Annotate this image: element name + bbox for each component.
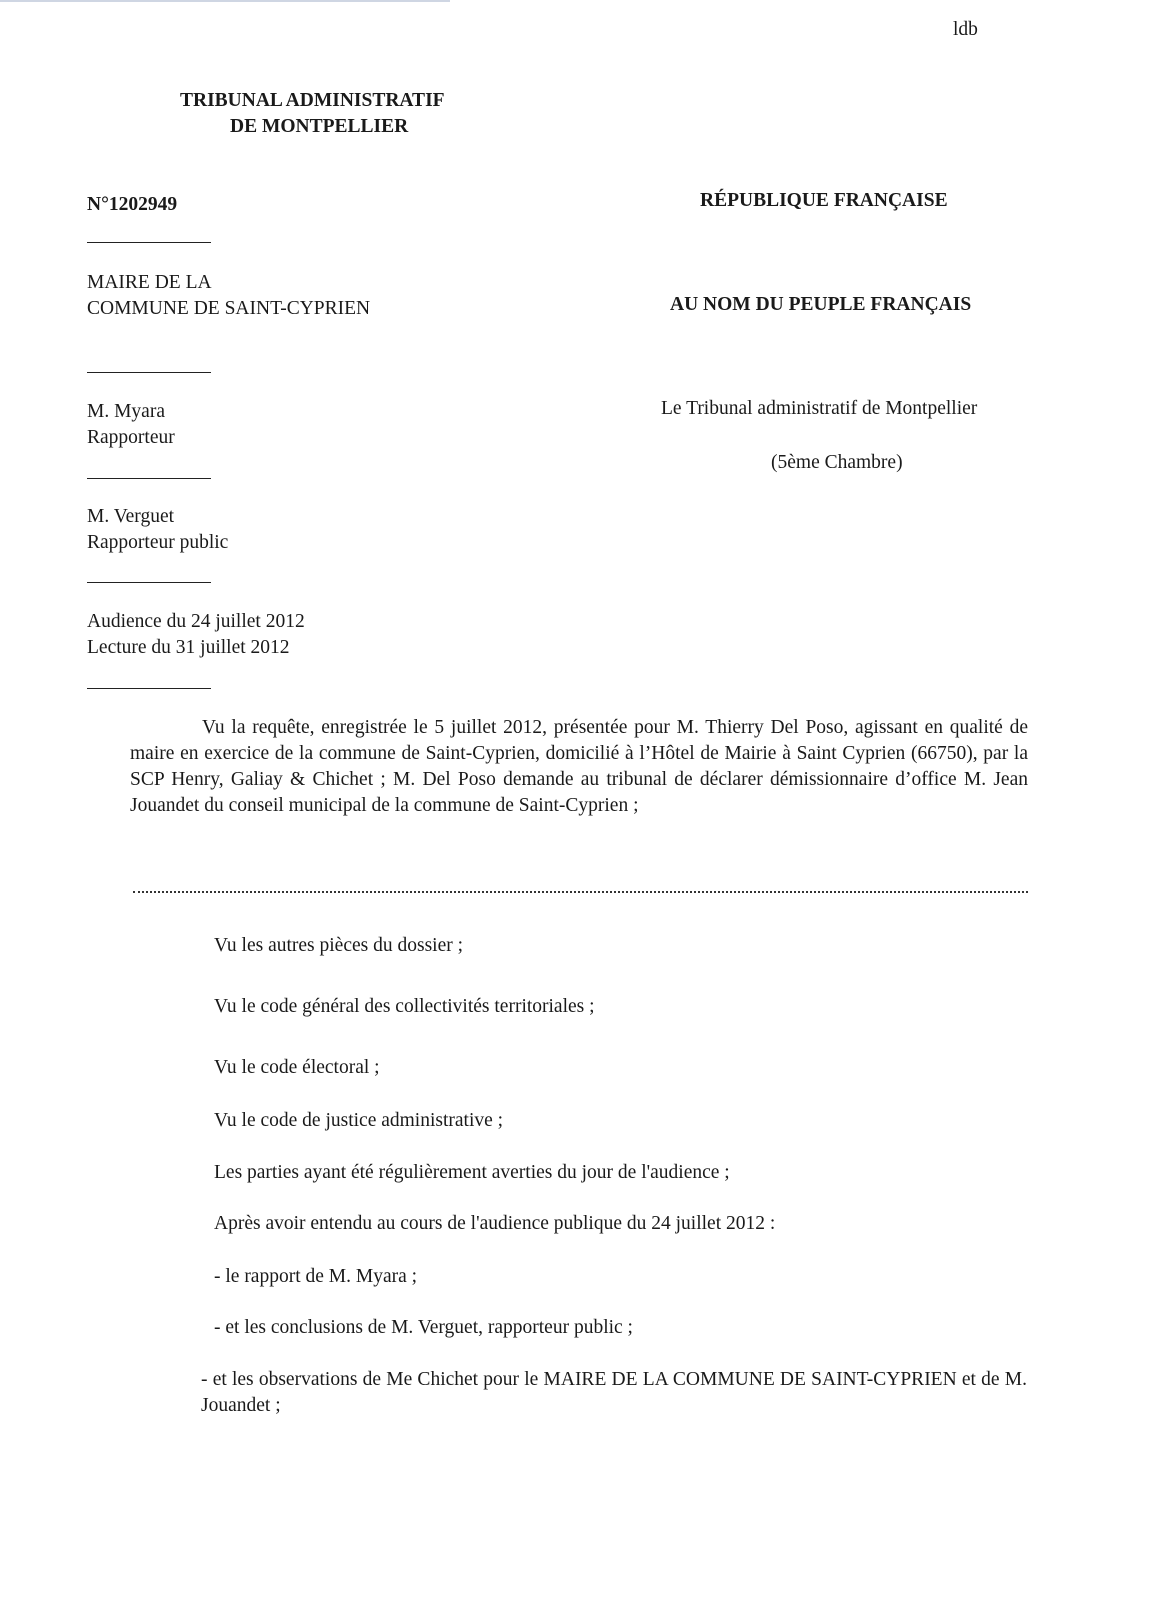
request-text: Vu la requête, enregistrée le 5 juillet 2012, présentée pour M. Thierry Del Poso, agissant en qualité de maire en exercice de la commune de Saint-Cyprien, domicilié à l’Hôtel de Mairie à Saint Cyprien (66750), par la SCP Henry, Galiay & Chichet ; M. Del Poso demande au tribunal de déclarer démissionnaire d’office M. Jean Jouandet du conseil municipal de la commune de Saint-Cyprien ; bbox=[130, 717, 1028, 816]
visa-item: Vu le code électoral ; bbox=[214, 1057, 380, 1078]
request-paragraph bbox=[130, 715, 1028, 819]
party-line1: MAIRE DE LA bbox=[87, 272, 212, 293]
rapporteur-public-name: M. Verguet bbox=[87, 506, 175, 527]
case-number: N°1202949 bbox=[87, 194, 178, 215]
rapporteur-public-role: Rapporteur public bbox=[87, 532, 229, 553]
chamber: (5ème Chambre) bbox=[771, 452, 903, 473]
visa-item: - le rapport de M. Myara ; bbox=[214, 1266, 418, 1287]
audience-date: Audience du 24 juillet 2012 bbox=[87, 611, 305, 632]
visa-item: - et les conclusions de M. Verguet, rapporteur public ; bbox=[214, 1317, 633, 1338]
republic-heading: RÉPUBLIQUE FRANÇAISE bbox=[700, 190, 948, 211]
observations-paragraph: - et les observations de Me Chichet pour le MAIRE DE LA COMMUNE DE SAINT-CYPRIEN et de M. Jouandet ; bbox=[201, 1369, 1027, 1416]
dotted-separator bbox=[133, 891, 1028, 895]
rapporteur-name: M. Myara bbox=[87, 401, 165, 422]
visa-item: Après avoir entendu au cours de l'audience publique du 24 juillet 2012 : bbox=[214, 1213, 776, 1234]
divider bbox=[87, 688, 211, 689]
court-name-line1: TRIBUNAL ADMINISTRATIF bbox=[180, 90, 445, 111]
divider bbox=[87, 242, 211, 243]
divider bbox=[87, 372, 211, 373]
rapporteur-role: Rapporteur bbox=[87, 427, 175, 448]
corner-mark: ldb bbox=[953, 19, 978, 40]
in-name-heading: AU NOM DU PEUPLE FRANÇAIS bbox=[670, 294, 972, 315]
visa-item: Vu le code général des collectivités territoriales ; bbox=[214, 996, 595, 1017]
tribunal-heading: Le Tribunal administratif de Montpellier bbox=[661, 398, 978, 419]
divider bbox=[87, 582, 211, 583]
party-line2: COMMUNE DE SAINT-CYPRIEN bbox=[87, 298, 371, 319]
scan-artifact-line bbox=[0, 0, 450, 2]
visa-item: Les parties ayant été régulièrement averties du jour de l'audience ; bbox=[214, 1162, 730, 1183]
lecture-date: Lecture du 31 juillet 2012 bbox=[87, 637, 290, 658]
divider bbox=[87, 478, 211, 479]
visa-item: Vu les autres pièces du dossier ; bbox=[214, 935, 464, 956]
visa-item: Vu le code de justice administrative ; bbox=[214, 1110, 504, 1131]
court-name-line2: DE MONTPELLIER bbox=[230, 116, 409, 137]
